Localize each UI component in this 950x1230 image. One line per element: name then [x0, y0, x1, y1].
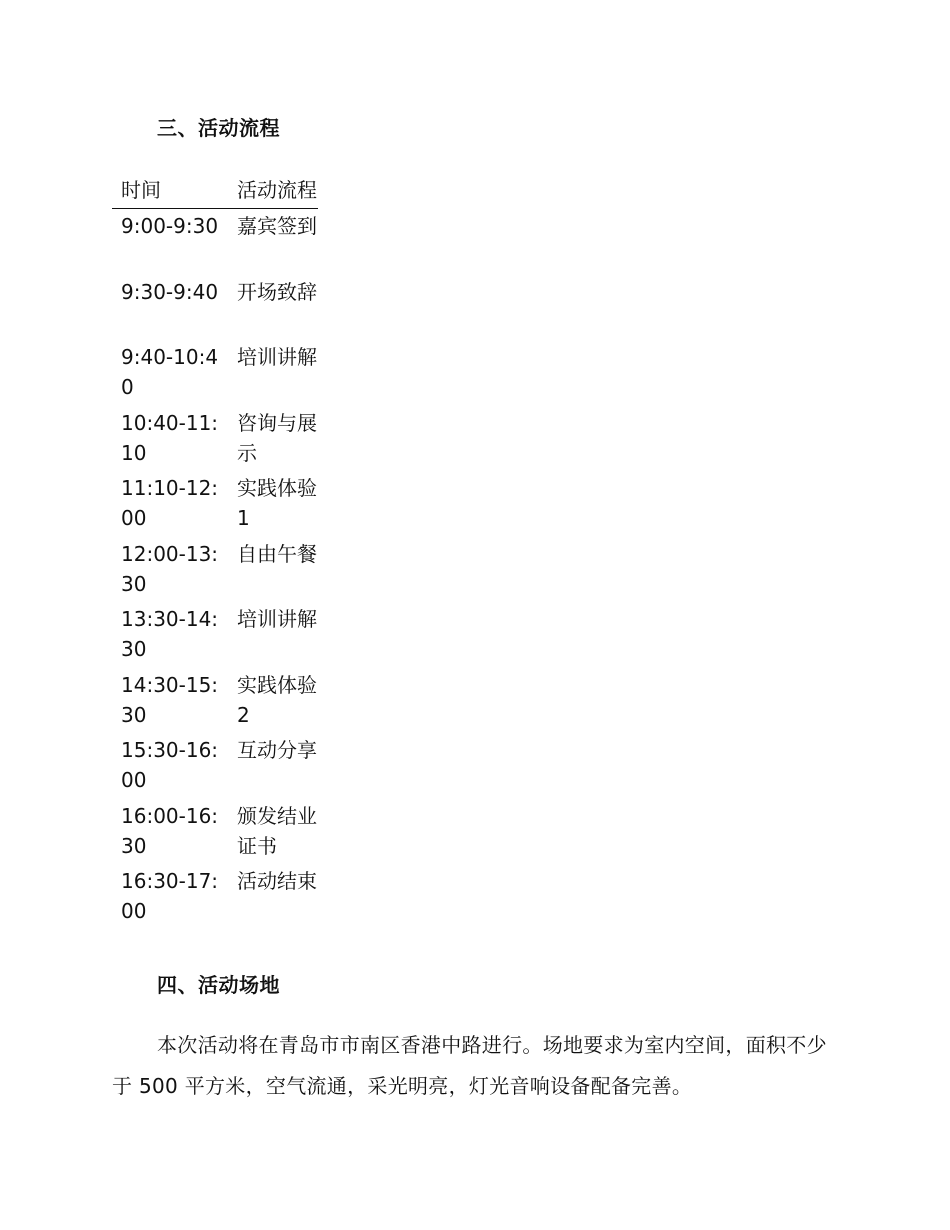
table-row — [112, 277, 318, 343]
table-row — [112, 408, 318, 474]
schedule-table-header — [112, 175, 318, 209]
row-activity: 实践体验 2 — [237, 672, 317, 727]
row-activity: 互动分享 — [237, 738, 317, 762]
row-time: 9:00-9:30 — [121, 214, 219, 238]
row-activity: 实践体验 1 — [237, 476, 317, 530]
row-time: 9:40-10:40 — [121, 345, 219, 399]
row-activity: 活动结束 — [237, 869, 317, 893]
row-activity: 开场致辞 — [237, 279, 317, 304]
section-3-heading: 三、活动流程 — [157, 116, 280, 140]
schedule-table-body — [112, 209, 318, 932]
row-activity: 嘉宾签到 — [237, 214, 317, 238]
row-time: 16:00-16:30 — [121, 803, 219, 858]
row-activity: 咨询与展示 — [237, 410, 317, 465]
row-time: 14:30-15:30 — [121, 672, 219, 727]
row-time: 10:40-11:10 — [121, 410, 219, 465]
table-row — [112, 866, 318, 932]
table-row — [112, 735, 318, 801]
table-row — [112, 801, 318, 867]
row-activity: 培训讲解 — [237, 607, 317, 631]
table-row — [112, 211, 318, 277]
table-row — [112, 473, 318, 539]
row-time: 13:30-14:30 — [121, 607, 219, 661]
table-row — [112, 670, 318, 736]
row-time: 9:30-9:40 — [121, 279, 219, 304]
row-activity: 自由午餐 — [237, 541, 317, 566]
table-row — [112, 539, 318, 605]
row-time: 12:00-13:30 — [121, 541, 219, 596]
row-time: 15:30-16:00 — [121, 738, 219, 792]
row-activity: 颁发结业证书 — [237, 803, 317, 858]
row-activity: 培训讲解 — [237, 345, 317, 369]
row-time: 11:10-12:00 — [121, 476, 219, 530]
header-activity: 活动流程 — [237, 178, 317, 202]
header-time: 时间 — [121, 178, 161, 202]
schedule-table — [112, 175, 318, 932]
venue-paragraph: 本次活动将在青岛市市南区香港中路进行。场地要求为室内空间，面积不少于 500 平方米，空气流通，采光明亮，灯光音响设备配备完善。 — [112, 1033, 827, 1098]
table-row — [112, 604, 318, 670]
row-time: 16:30-17:00 — [121, 869, 219, 923]
section-4-heading: 四、活动场地 — [157, 973, 280, 997]
table-row — [112, 342, 318, 408]
